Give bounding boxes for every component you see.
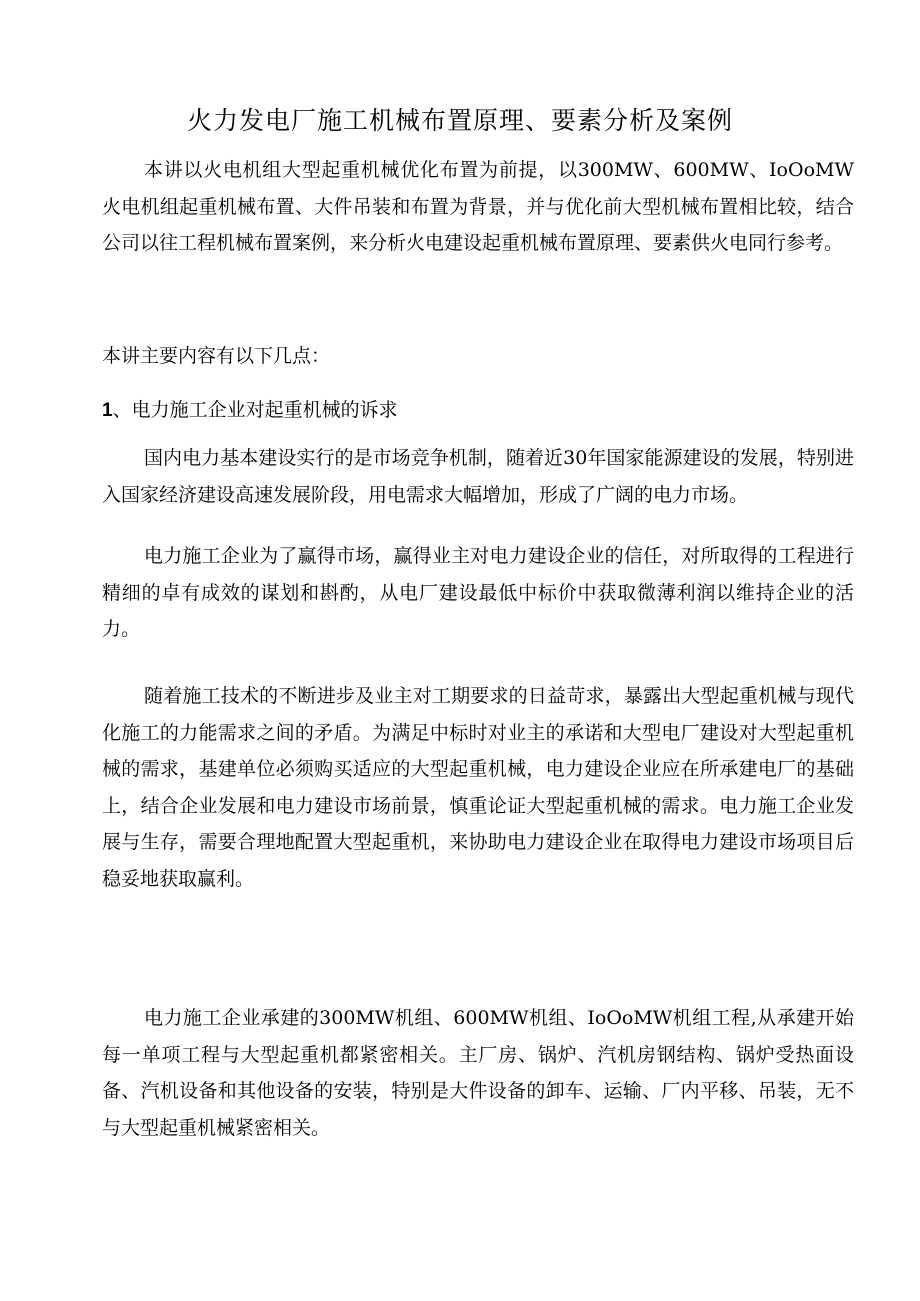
intro-paragraph: 本讲以火电机组大型起重机械优化布置为前提，以300MW、600MW、IoOoMW火电机组起重机械布置、大件吊装和布置为背景，并与优化前大型机械布置相比较，结合公司以往工程机械布置案例，来分析火电建设起重机械布置原理、要素供火电同行参考。	[102, 159, 854, 254]
document-title: 火力发电厂施工机械布置原理、要素分析及案例	[186, 106, 733, 135]
section-heading	[102, 392, 854, 430]
outline-intro: 本讲主要内容有以下几点：	[102, 345, 331, 367]
section-title: 、电力施工企业对起重机械的诉求	[112, 399, 398, 421]
paragraph-3: 随着施工技术的不断进步及业主对工期要求的日益苛求，暴露出大型起重机械与现代化施工的力能需求之间的矛盾。为满足中标时对业主的承诺和大型电厂建设对大型起重机械的需求，基建单位必须购买适应的大型起重机械，电力建设企业应在所承建电厂的基础上，结合企业发展和电力建设市场前景，慎重论证大型起重机械的需求。电力施工企业发展与生存，需要合理地配置大型起重机，来协助电力建设企业在取得电力建设市场项目后稳妥地获取赢利。	[102, 685, 854, 890]
paragraph-2: 电力施工企业为了赢得市场，赢得业主对电力建设企业的信任，对所取得的工程进行精细的卓有成效的谋划和斟酌，从电厂建设最低中标价中获取微薄利润以维持企业的活力。	[102, 545, 854, 640]
section-number: 1	[102, 400, 113, 421]
paragraph-1: 国内电力基本建设实行的是市场竞争机制，随着近30年国家能源建设的发展，特别进入国家经济建设高速发展阶段，用电需求大幅增加，形成了广阔的电力市场。	[102, 447, 854, 506]
paragraph-4: 电力施工企业承建的300MW机组、600MW机组、IoOoMW机组工程,从承建开始每一单项工程与大型起重机都紧密相关。主厂房、锅炉、汽机房钢结构、锅炉受热面设备、汽机设备和其他设备的安装，特别是大件设备的卸车、运输、厂内平移、吊装，无不与大型起重机械紧密相关。	[102, 1007, 854, 1139]
